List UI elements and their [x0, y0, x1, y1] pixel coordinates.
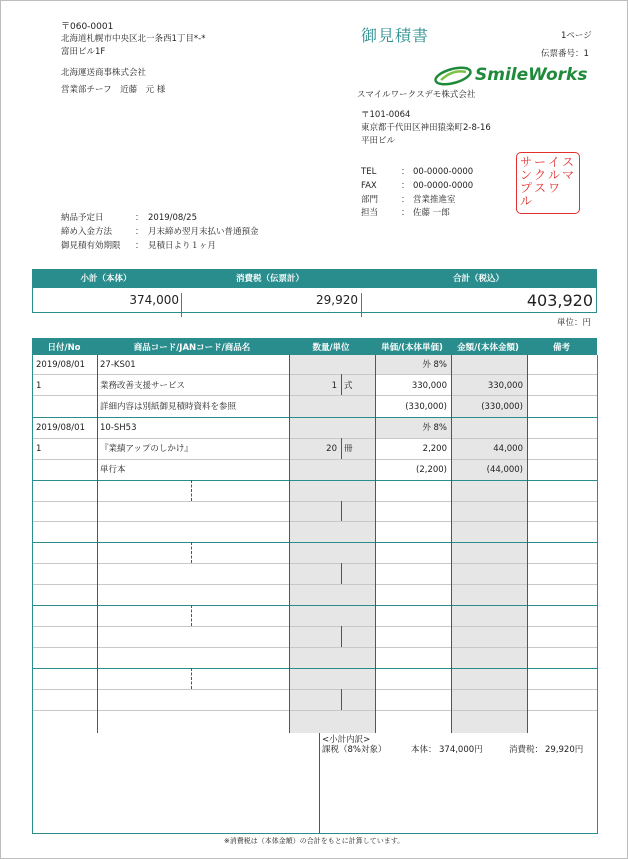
- delivery-label: 納品予定日: [61, 213, 104, 223]
- breakdown-divider: [319, 733, 320, 833]
- customer-company: 北海運送商事株式会社: [61, 68, 147, 78]
- subtotal-value: 374,000: [129, 293, 179, 307]
- tel-colon: ：: [401, 167, 410, 177]
- validity-colon: ：: [135, 241, 144, 251]
- staff-label: 担当: [361, 208, 379, 218]
- row-product-name: 『業績アップのしかけ』: [100, 444, 193, 454]
- breakdown-taxable-label: 課税（8%対象）: [322, 745, 387, 755]
- stamp-col-1: スマ: [561, 155, 574, 182]
- row-product-name: 業務改善支援サービス: [100, 381, 186, 391]
- row-body-amount: (330,000): [481, 402, 523, 412]
- row-date: 2019/08/01: [36, 423, 85, 433]
- summary-values: [32, 287, 597, 313]
- staff-value: 佐藤 一郎: [413, 208, 450, 218]
- row-date: 2019/08/01: [36, 360, 85, 370]
- tax-header: 消費税（伝票計）: [235, 274, 304, 284]
- row-line: [33, 395, 597, 396]
- dept-label: 部門: [361, 195, 379, 205]
- footnote: ※消費税は（本体金額）の合計をもとに計算しています。: [223, 837, 405, 845]
- row-line: [33, 647, 597, 648]
- row-line: [33, 584, 597, 585]
- row-body-amount: (44,000): [486, 465, 523, 475]
- row-body-price: (330,000): [405, 402, 447, 412]
- header-date-no: 日付/No: [47, 343, 81, 353]
- fax-value: 00-0000-0000: [413, 181, 474, 191]
- group-line: [33, 480, 597, 481]
- row-line: [33, 710, 597, 711]
- column-line: [97, 355, 98, 733]
- row-line: [33, 626, 597, 627]
- row-amount: 330,000: [487, 381, 523, 391]
- payment-value: 月末締め翌月末払い普通預金: [148, 227, 259, 237]
- group-line: [33, 542, 597, 543]
- header-unit-price: 単価/(本体単価): [381, 343, 443, 353]
- delivery-colon: ：: [135, 213, 144, 223]
- stamp-col-3: ークス: [533, 155, 546, 195]
- customer-postal: 〒060-0001: [61, 22, 114, 32]
- issuer-company: スマイルワークスデモ株式会社: [357, 90, 476, 100]
- row-qty: 1: [331, 381, 337, 391]
- group-line: [33, 668, 597, 669]
- stamp-col-4: サンプル: [519, 155, 532, 208]
- unit-divider: [341, 438, 342, 459]
- row-price: 2,200: [422, 444, 447, 454]
- row-line: [33, 374, 597, 375]
- tax-value: 29,920: [316, 293, 358, 307]
- issuer-address: 東京都千代田区神田猿楽町2-8-16: [361, 123, 491, 133]
- row-note: 詳細内容は別紙御見積時資料を参照: [100, 402, 237, 412]
- summary-header: [32, 269, 597, 287]
- header-qty-unit: 数量/単位: [312, 343, 350, 353]
- dept-colon: ：: [401, 195, 410, 205]
- items-table: [32, 355, 598, 733]
- total-value: 403,920: [526, 291, 593, 310]
- validity-label: 御見積有効期限: [61, 241, 121, 251]
- unit-label: 単位：円: [557, 318, 592, 328]
- unit-divider: [341, 626, 342, 647]
- summary-divider: [361, 293, 362, 317]
- column-line: [289, 355, 290, 733]
- row-code: 27-KS01: [100, 360, 136, 370]
- qty-column-shade: [289, 355, 375, 733]
- breakdown-body-value: 374,000円: [439, 745, 483, 755]
- code-divider: [191, 542, 193, 563]
- row-line: [33, 563, 597, 564]
- row-amount: 44,000: [493, 444, 523, 454]
- header-remarks: 備考: [552, 343, 570, 353]
- row-unit: 式: [344, 381, 353, 391]
- row-tax-rate: 外 8%: [422, 360, 447, 370]
- row-line: [33, 459, 597, 460]
- smileworks-logo-icon: [433, 65, 473, 87]
- payment-colon: ：: [135, 227, 144, 237]
- issuer-building: 平田ビル: [361, 136, 396, 146]
- header-product: 商品コード/JANコード/商品名: [133, 343, 251, 353]
- row-line: [33, 521, 597, 522]
- tel-value: 00-0000-0000: [413, 167, 474, 177]
- company-seal-stamp: [516, 152, 580, 214]
- row-price: 330,000: [411, 381, 447, 391]
- stamp-col-2: イルワ: [547, 155, 560, 195]
- unit-divider: [341, 689, 342, 710]
- unit-divider: [341, 563, 342, 584]
- dept-value: 営業推進室: [413, 195, 456, 205]
- customer-contact: 営業部チーフ 近藤 元 様: [61, 85, 166, 95]
- items-table-header: [32, 338, 597, 355]
- row-no: 1: [36, 381, 42, 391]
- code-divider: [191, 480, 193, 501]
- validity-value: 見積日より１ヶ月: [148, 241, 217, 251]
- row-code: 10-SH53: [100, 423, 137, 433]
- group-line: [33, 605, 597, 606]
- row-note: 単行本: [100, 465, 126, 475]
- column-line: [527, 355, 528, 733]
- row-line: [33, 438, 597, 439]
- document-title: 御見積書: [361, 26, 430, 45]
- issuer-postal: 〒101-0064: [361, 110, 411, 120]
- column-line: [451, 355, 452, 733]
- code-divider: [191, 605, 193, 626]
- unit-divider: [341, 501, 342, 521]
- delivery-value: 2019/08/25: [148, 213, 197, 223]
- total-header: 合計（税込）: [452, 274, 504, 284]
- staff-colon: ：: [401, 208, 410, 218]
- row-qty: 20: [326, 444, 337, 454]
- code-divider: [191, 668, 193, 689]
- row-body-price: (2,200): [416, 465, 447, 475]
- breakdown-tax-value: 29,920円: [545, 745, 584, 755]
- group-line: [33, 417, 597, 418]
- tel-label: TEL: [361, 167, 377, 177]
- breakdown-body-label: 本体：: [411, 745, 437, 755]
- payment-label: 締め入金方法: [61, 227, 113, 237]
- breakdown-title: <小計内訳>: [322, 735, 371, 745]
- customer-building: 富田ビル1F: [61, 47, 106, 57]
- document-number: 伝票番号：1: [541, 49, 589, 59]
- column-line: [375, 355, 376, 733]
- header-amount: 金額/(本体金額): [457, 343, 519, 353]
- page-number: 1ページ: [561, 31, 592, 41]
- unit-divider: [341, 374, 342, 395]
- row-line: [33, 689, 597, 690]
- breakdown-tax-label: 消費税：: [509, 745, 544, 755]
- row-line: [33, 501, 597, 502]
- subtotal-breakdown-area: [32, 733, 598, 834]
- subtotal-header: 小計（本体）: [80, 274, 132, 284]
- logo-text: SmileWorks: [475, 65, 588, 85]
- fax-colon: ：: [401, 181, 410, 191]
- fax-label: FAX: [361, 181, 377, 191]
- row-tax-rate: 外 8%: [422, 423, 447, 433]
- customer-address: 北海道札幌市中央区北一条西1丁目*-*: [61, 34, 206, 44]
- summary-divider: [181, 293, 182, 317]
- row-no: 1: [36, 444, 42, 454]
- row-unit: 冊: [344, 444, 353, 454]
